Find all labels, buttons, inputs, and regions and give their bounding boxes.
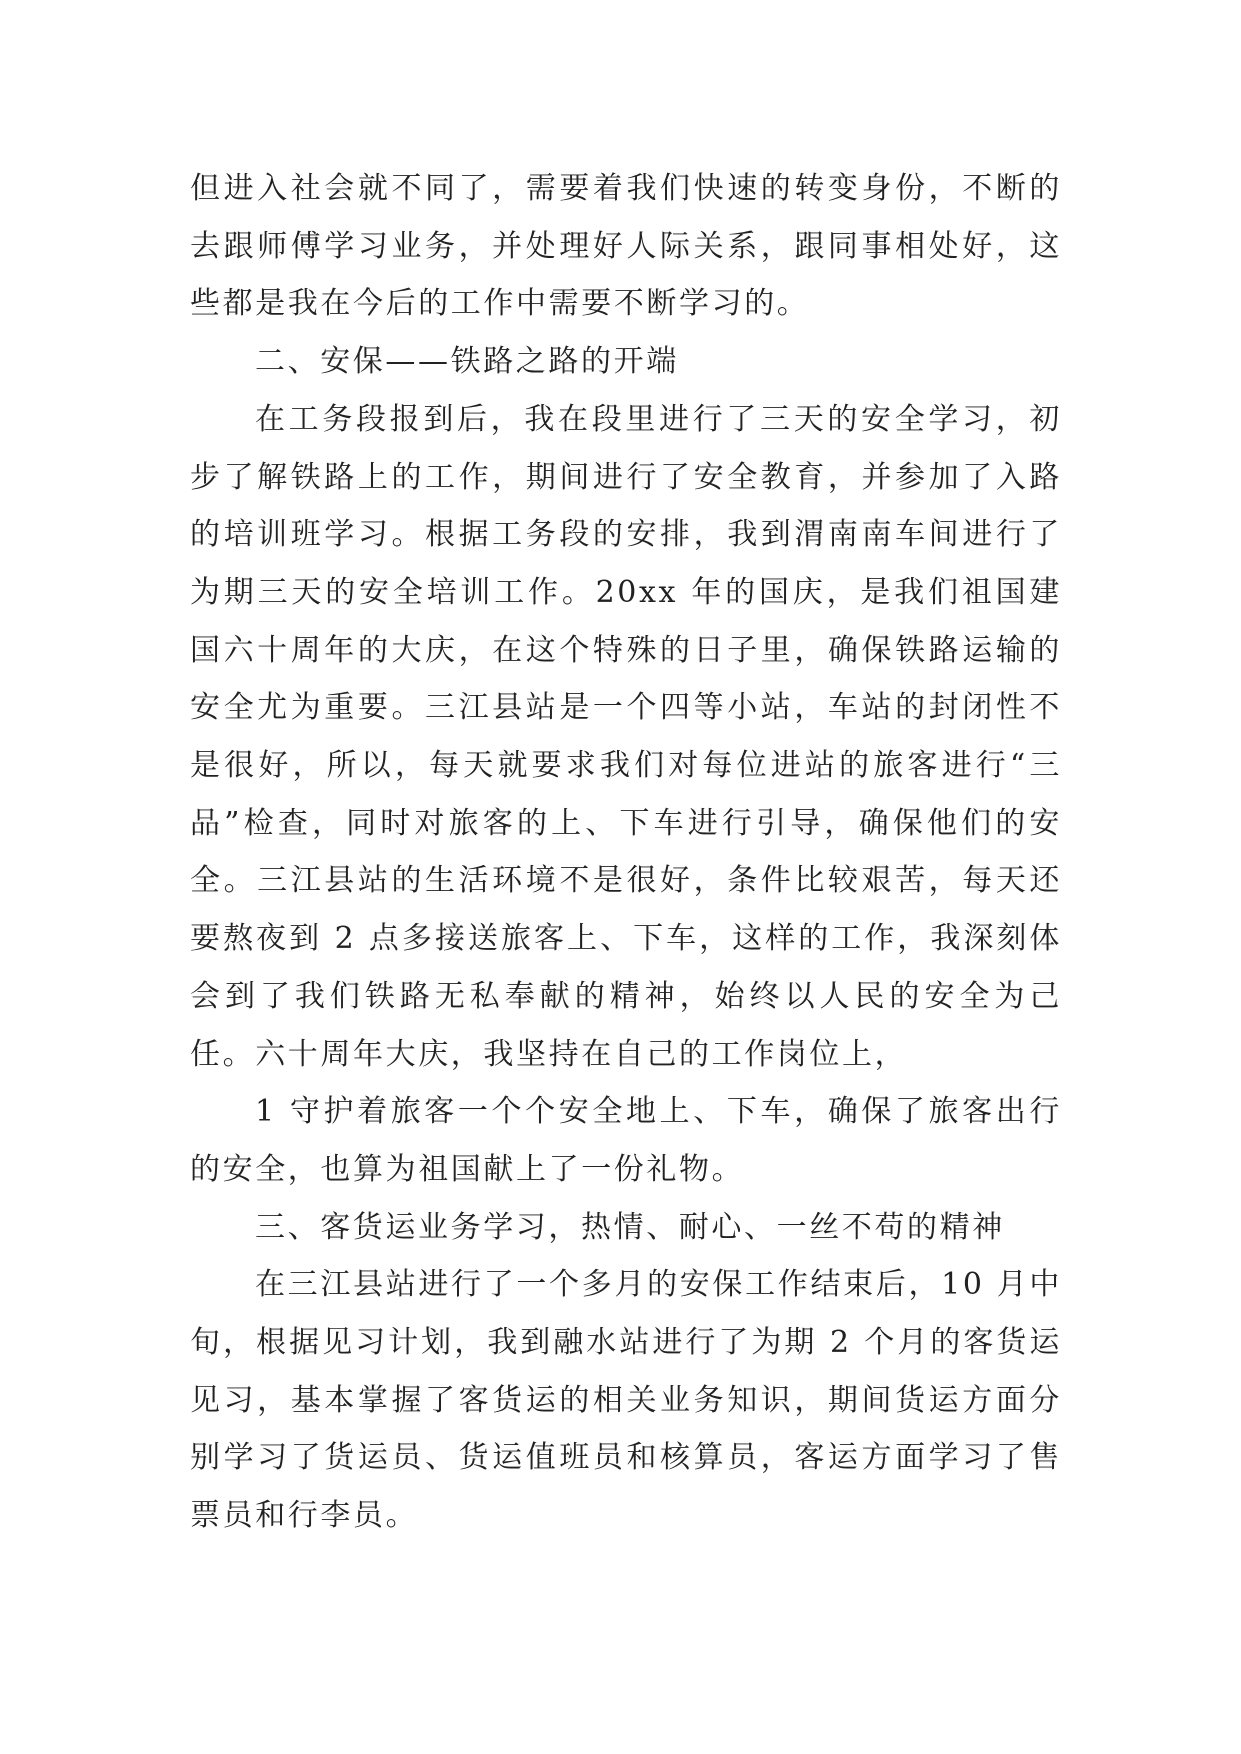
paragraph-1: 但进入社会就不同了，需要着我们快速的转变身份，不断的去跟师傅学习业务，并处理好人际关系，跟同事相处好，这些都是我在今后的工作中需要不断学习的。 (190, 171, 1062, 322)
paragraph-3: 1 守护着旅客一个个安全地上、下车，确保了旅客出行的安全，也算为祖国献上了一份礼物。 (190, 1094, 1062, 1187)
section-heading-3: 三、客货运业务学习，热情、耐心、一丝不苟的精神 (255, 1209, 1005, 1245)
section-heading-2: 二、安保——铁路之路的开端 (255, 344, 679, 380)
paragraph-4: 在三江县站进行了一个多月的安保工作结束后，10 月中旬，根据见习计划，我到融水站进行了为期 2 个月的客货运见习，基本掌握了客货运的相关业务知识，期间货运方面分别学习了货运员、货运值班员和核算员，客运方面学习了售票员和行李员。 (190, 1267, 1062, 1534)
paragraph-2: 在工务段报到后，我在段里进行了三天的安全学习，初步了解铁路上的工作，期间进行了安全教育，并参加了入路的培训班学习。根据工务段的安排，我到渭南南车间进行了为期三天的安全培训工作。20xx 年的国庆，是我们祖国建国六十周年的大庆，在这个特殊的日子里，确保铁路运输的安全尤为重要。三江县站是一个四等小站，车站的封闭性不是很好，所以，每天就要求我们对每位进站的旅客进行“三品”检查，同时对旅客的上、下车进行引导，确保他们的安全。三江县站的生活环境不是很好，条件比较艰苦，每天还要熬夜到 2 点多接送旅客上、下车，这样的工作，我深刻体会到了我们铁路无私奉献的精神，始终以人民的安全为己任。六十周年大庆，我坚持在自己的工作岗位上， (190, 401, 1062, 1072)
document-body (190, 160, 1062, 1545)
